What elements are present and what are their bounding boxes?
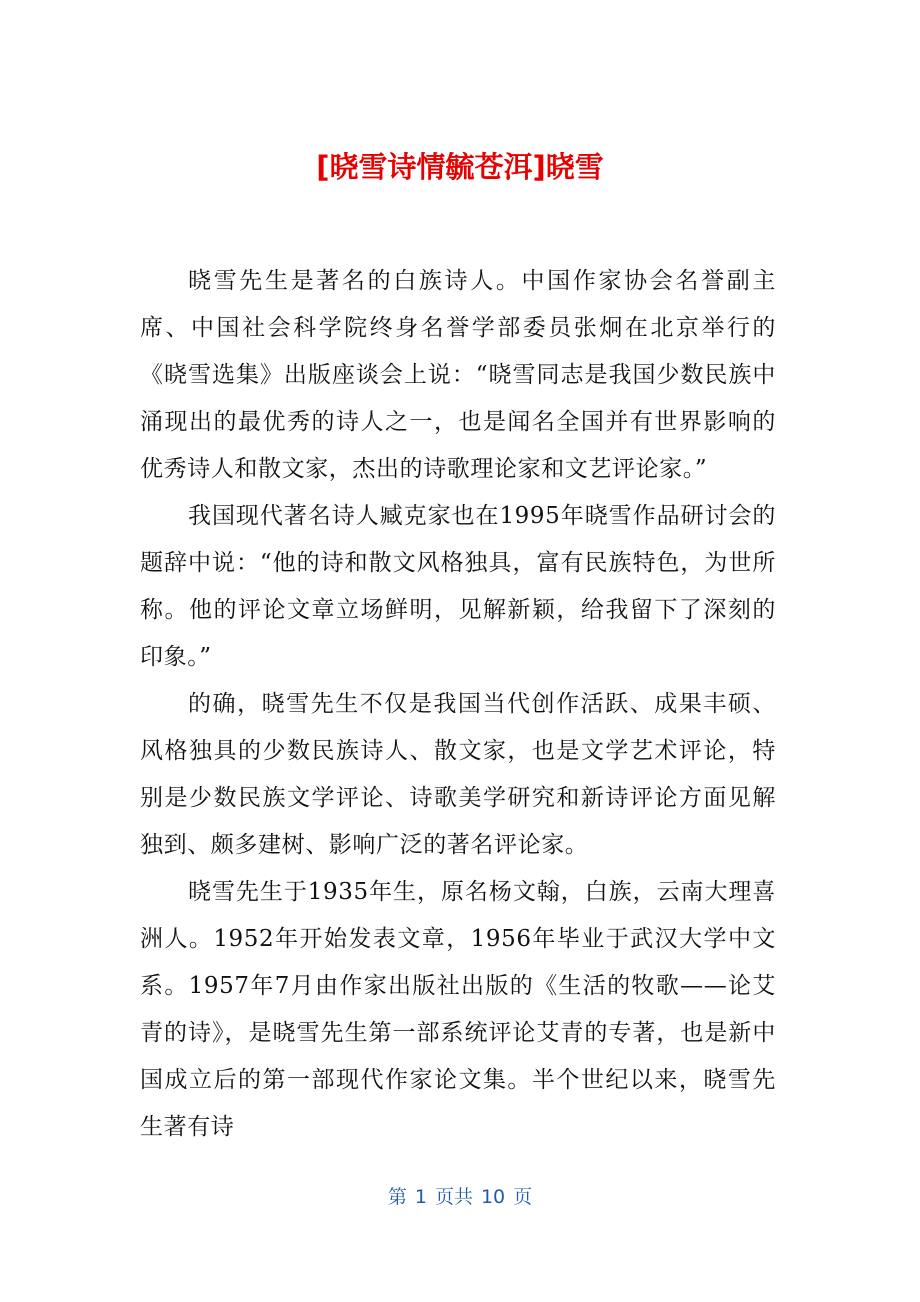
document-body	[140, 258, 776, 1151]
paragraph-3: 的确，晓雪先生不仅是我国当代创作活跃、成果丰硕、风格独具的少数民族诗人、散文家，也是文学艺术评论，特别是少数民族文学评论、诗歌美学研究和新诗评论方面见解独到、颇多建树、影响广泛的著名评论家。	[140, 691, 776, 858]
page-middle: 页共	[434, 1186, 473, 1208]
page-suffix: 页	[513, 1186, 533, 1208]
page-number: 1	[414, 1186, 427, 1208]
paragraph-1: 晓雪先生是著名的白族诗人。中国作家协会名誉副主席、中国社会科学院终身名誉学部委员张炯在北京举行的《晓雪选集》出版座谈会上说：“晓雪同志是我国少数民族中涌现出的最优秀的诗人之一，也是闻名全国并有世界影响的优秀诗人和散文家，杰出的诗歌理论家和文艺评论家。”	[140, 268, 776, 482]
document-title: [晓雪诗情毓苍洱]晓雪	[316, 150, 604, 184]
paragraph-2: 我国现代著名诗人臧克家也在1995年晓雪作品研讨会的题辞中说：“他的诗和散文风格独具，富有民族特色，为世所称。他的评论文章立场鲜明，见解新颖，给我留下了深刻的印象。”	[140, 503, 776, 670]
page-footer	[0, 1182, 920, 1212]
page-total: 10	[480, 1186, 506, 1208]
paragraph-4: 晓雪先生于1935年生，原名杨文翰，白族，云南大理喜洲人。1952年开始发表文章，1956年毕业于武汉大学中文系。1957年7月由作家出版社出版的《生活的牧歌——论艾青的诗》，是晓雪先生第一部系统评论艾青的专著，也是新中国成立后的第一部现代作家论文集。半个世纪以来，晓雪先生著有诗	[140, 879, 776, 1140]
page-prefix: 第	[387, 1186, 407, 1208]
